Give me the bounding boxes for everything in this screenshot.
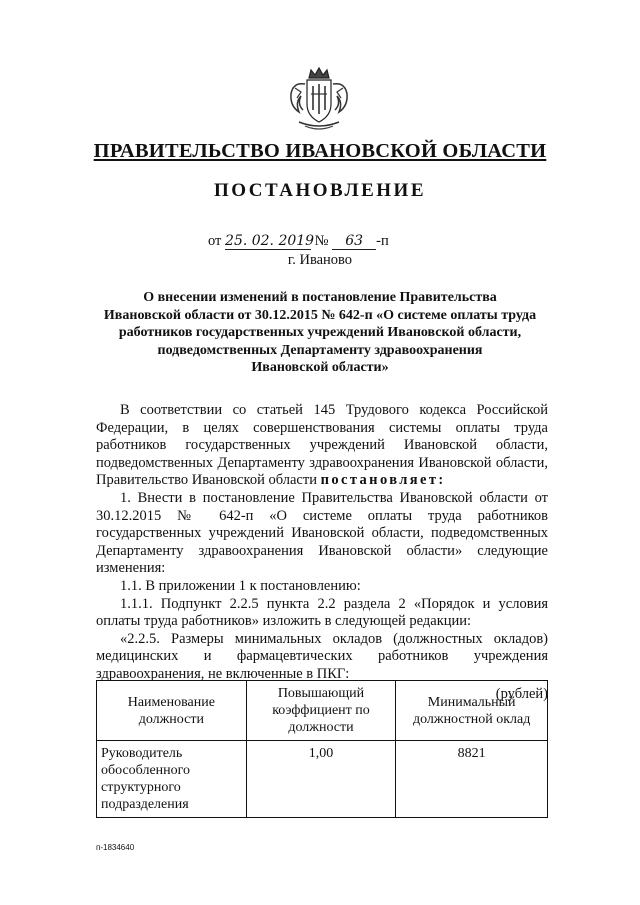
subject-line: Ивановской области от 30.12.2015 № 642-п «О системе оплаты труда xyxy=(103,307,537,323)
subject-line: подведомственных Департаменту здравоохранения xyxy=(157,342,483,358)
currency-unit: (рублей) xyxy=(495,685,548,702)
coat-of-arms-icon xyxy=(285,64,353,134)
date-number-line xyxy=(208,233,389,250)
document-code: п-1834640 xyxy=(96,843,135,852)
column-header: Повышающий коэффициент по должности xyxy=(246,681,396,741)
handwritten-date: 25. 02. 2019 xyxy=(225,233,315,249)
paragraph-item-1: 1. Внести в постановление Правительства Ивановской области от 30.12.2015 № 642-п «О системе оплаты труда работников государственных учреждений Ивановской области, подведомственных Департаменту здравоохранения Ивановской области» следующие изменения: xyxy=(96,489,548,577)
subject-line: О внесении изменений в постановление Правительства xyxy=(143,290,497,305)
number-suffix: -п xyxy=(376,233,389,249)
column-header: Минимальный должностной оклад xyxy=(396,681,548,741)
resolves-word: постановляет: xyxy=(320,472,446,489)
preamble-text: В соответствии со статьей 145 Трудового кодекса Российской Федерации, в целях совершенствования системы оплаты труда работников государственных учреждений Ивановской области, подведомственных Департаменту здравоохранения Ивановской области, Правительство Ивановской области xyxy=(96,402,548,489)
paragraph-item-1-1: 1.1. В приложении 1 к постановлению: xyxy=(120,577,361,594)
city: г. Иваново xyxy=(287,252,353,268)
cell-coefficient: 1,00 xyxy=(246,741,396,818)
salary-table xyxy=(96,680,548,818)
government-title: ПРАВИТЕЛЬСТВО ИВАНОВСКОЙ ОБЛАСТИ xyxy=(93,140,547,162)
paragraph-item-2-2-5: «2.2.5. Размеры минимальных окладов (должностных окладов) медицинских и фармацевтических работников учреждения здравоохранения, не включенные в ПКГ: xyxy=(96,630,548,682)
document-body xyxy=(96,402,548,703)
table-header-row xyxy=(97,681,548,741)
subject-line: Ивановской области» xyxy=(251,360,389,375)
date-prefix: от xyxy=(208,233,222,249)
document-subject xyxy=(80,289,560,377)
handwritten-number: 63 xyxy=(332,233,376,250)
paragraph-item-1-1-1: 1.1.1. Подпункт 2.2.5 пункта 2.2 раздела 2 «Порядок и условия оплаты труда работников» изложить в следующей редакции: xyxy=(96,595,548,630)
column-header: Наименование должности xyxy=(97,681,247,741)
paragraph-preamble xyxy=(96,402,548,490)
cell-position: Руководитель обособленного структурного подразделения xyxy=(97,741,247,818)
document-type: ПОСТАНОВЛЕНИЕ xyxy=(213,180,427,201)
table-row xyxy=(97,741,548,818)
number-prefix: № xyxy=(314,233,329,249)
cell-salary: 8821 xyxy=(396,741,548,818)
subject-line: работников государственных учреждений Ивановской области, xyxy=(118,325,522,340)
